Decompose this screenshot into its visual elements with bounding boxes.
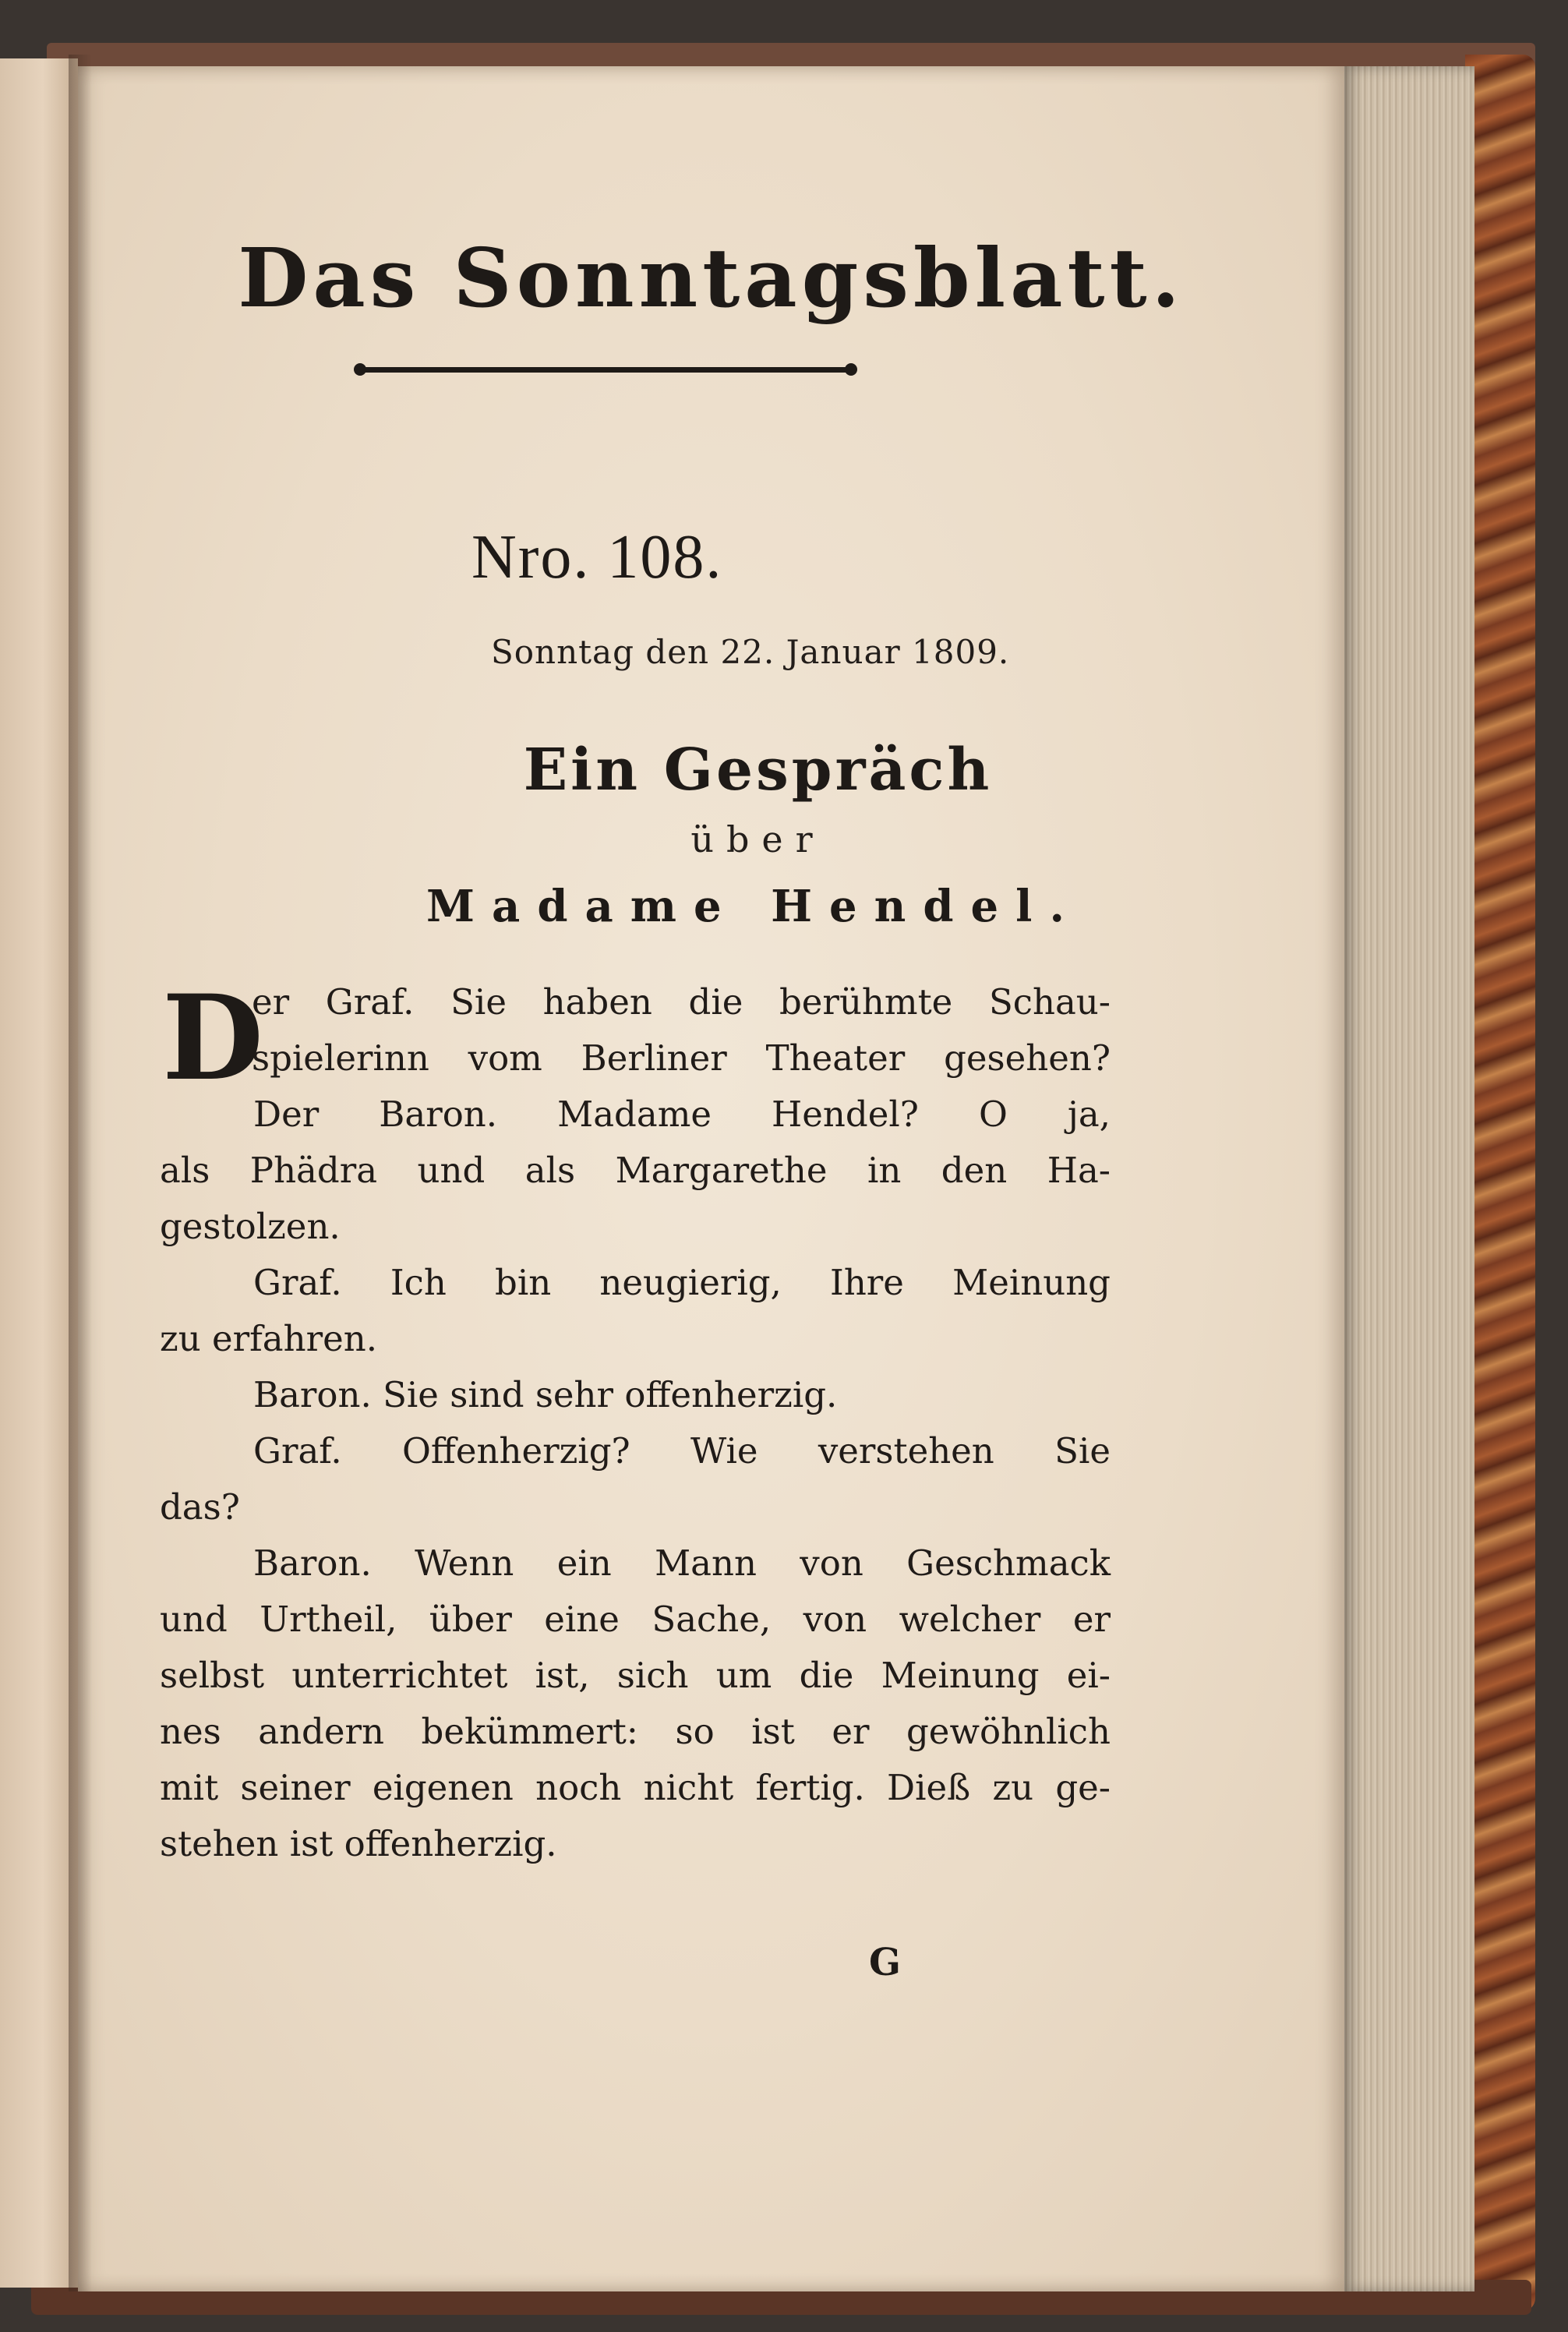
book-page [78, 66, 1344, 2291]
text-line: Baron. Sie sind sehr offenherzig. [253, 1374, 838, 1415]
article-heading: Ein Gespräch [523, 737, 993, 804]
page-stack-edges [1342, 66, 1474, 2291]
issue-number: Nro. 108. [471, 523, 723, 592]
text-line: spielerinn vom Berliner Theater gesehen? [252, 1037, 1111, 1079]
text-line: Baron. Wenn ein Mann von Geschmack [253, 1542, 1111, 1584]
text-line: er Graf. Sie haben die berühmte Schau- [252, 981, 1111, 1023]
text-line: mit seiner eigenen noch nicht fertig. Dieß zu ge- [160, 1767, 1111, 1808]
text-line: Graf. Ich bin neugierig, Ihre Meinung [253, 1262, 1111, 1303]
article-heading-sub: über [690, 818, 825, 860]
article-body [160, 970, 1111, 1872]
text-line: zu erfahren. [160, 1318, 378, 1359]
article-heading-subject: Madame Hendel. [426, 881, 1082, 932]
text-line: und Urtheil, über eine Sache, von welcher er [160, 1599, 1111, 1640]
text-line: als Phädra und als Margarethe in den Ha- [160, 1150, 1111, 1191]
text-line: nes andern bekümmert: so ist er gewöhnlich [160, 1711, 1111, 1752]
masthead-title: Das Sonntagsblatt. [238, 230, 1185, 326]
text-line: das? [160, 1486, 240, 1528]
text-line: selbst unterrichtet ist, sich um die Meinung ei- [160, 1655, 1111, 1696]
text-line: Graf. Offenherzig? Wie verstehen Sie [253, 1430, 1111, 1472]
drop-cap: D [162, 970, 264, 1107]
text-line: gestolzen. [160, 1206, 341, 1247]
masthead-rule [360, 367, 851, 373]
book-cover-marbled-edge [1465, 55, 1535, 2311]
issue-date: Sonntag den 22. Januar 1809. [491, 633, 1010, 671]
book-gutter-shadow [69, 55, 92, 2291]
left-page-margin [0, 58, 78, 2288]
text-line: stehen ist offenherzig. [160, 1823, 557, 1864]
text-line: Der Baron. Madame Hendel? O ja, [253, 1094, 1111, 1135]
signature-mark: G [869, 1941, 901, 1984]
